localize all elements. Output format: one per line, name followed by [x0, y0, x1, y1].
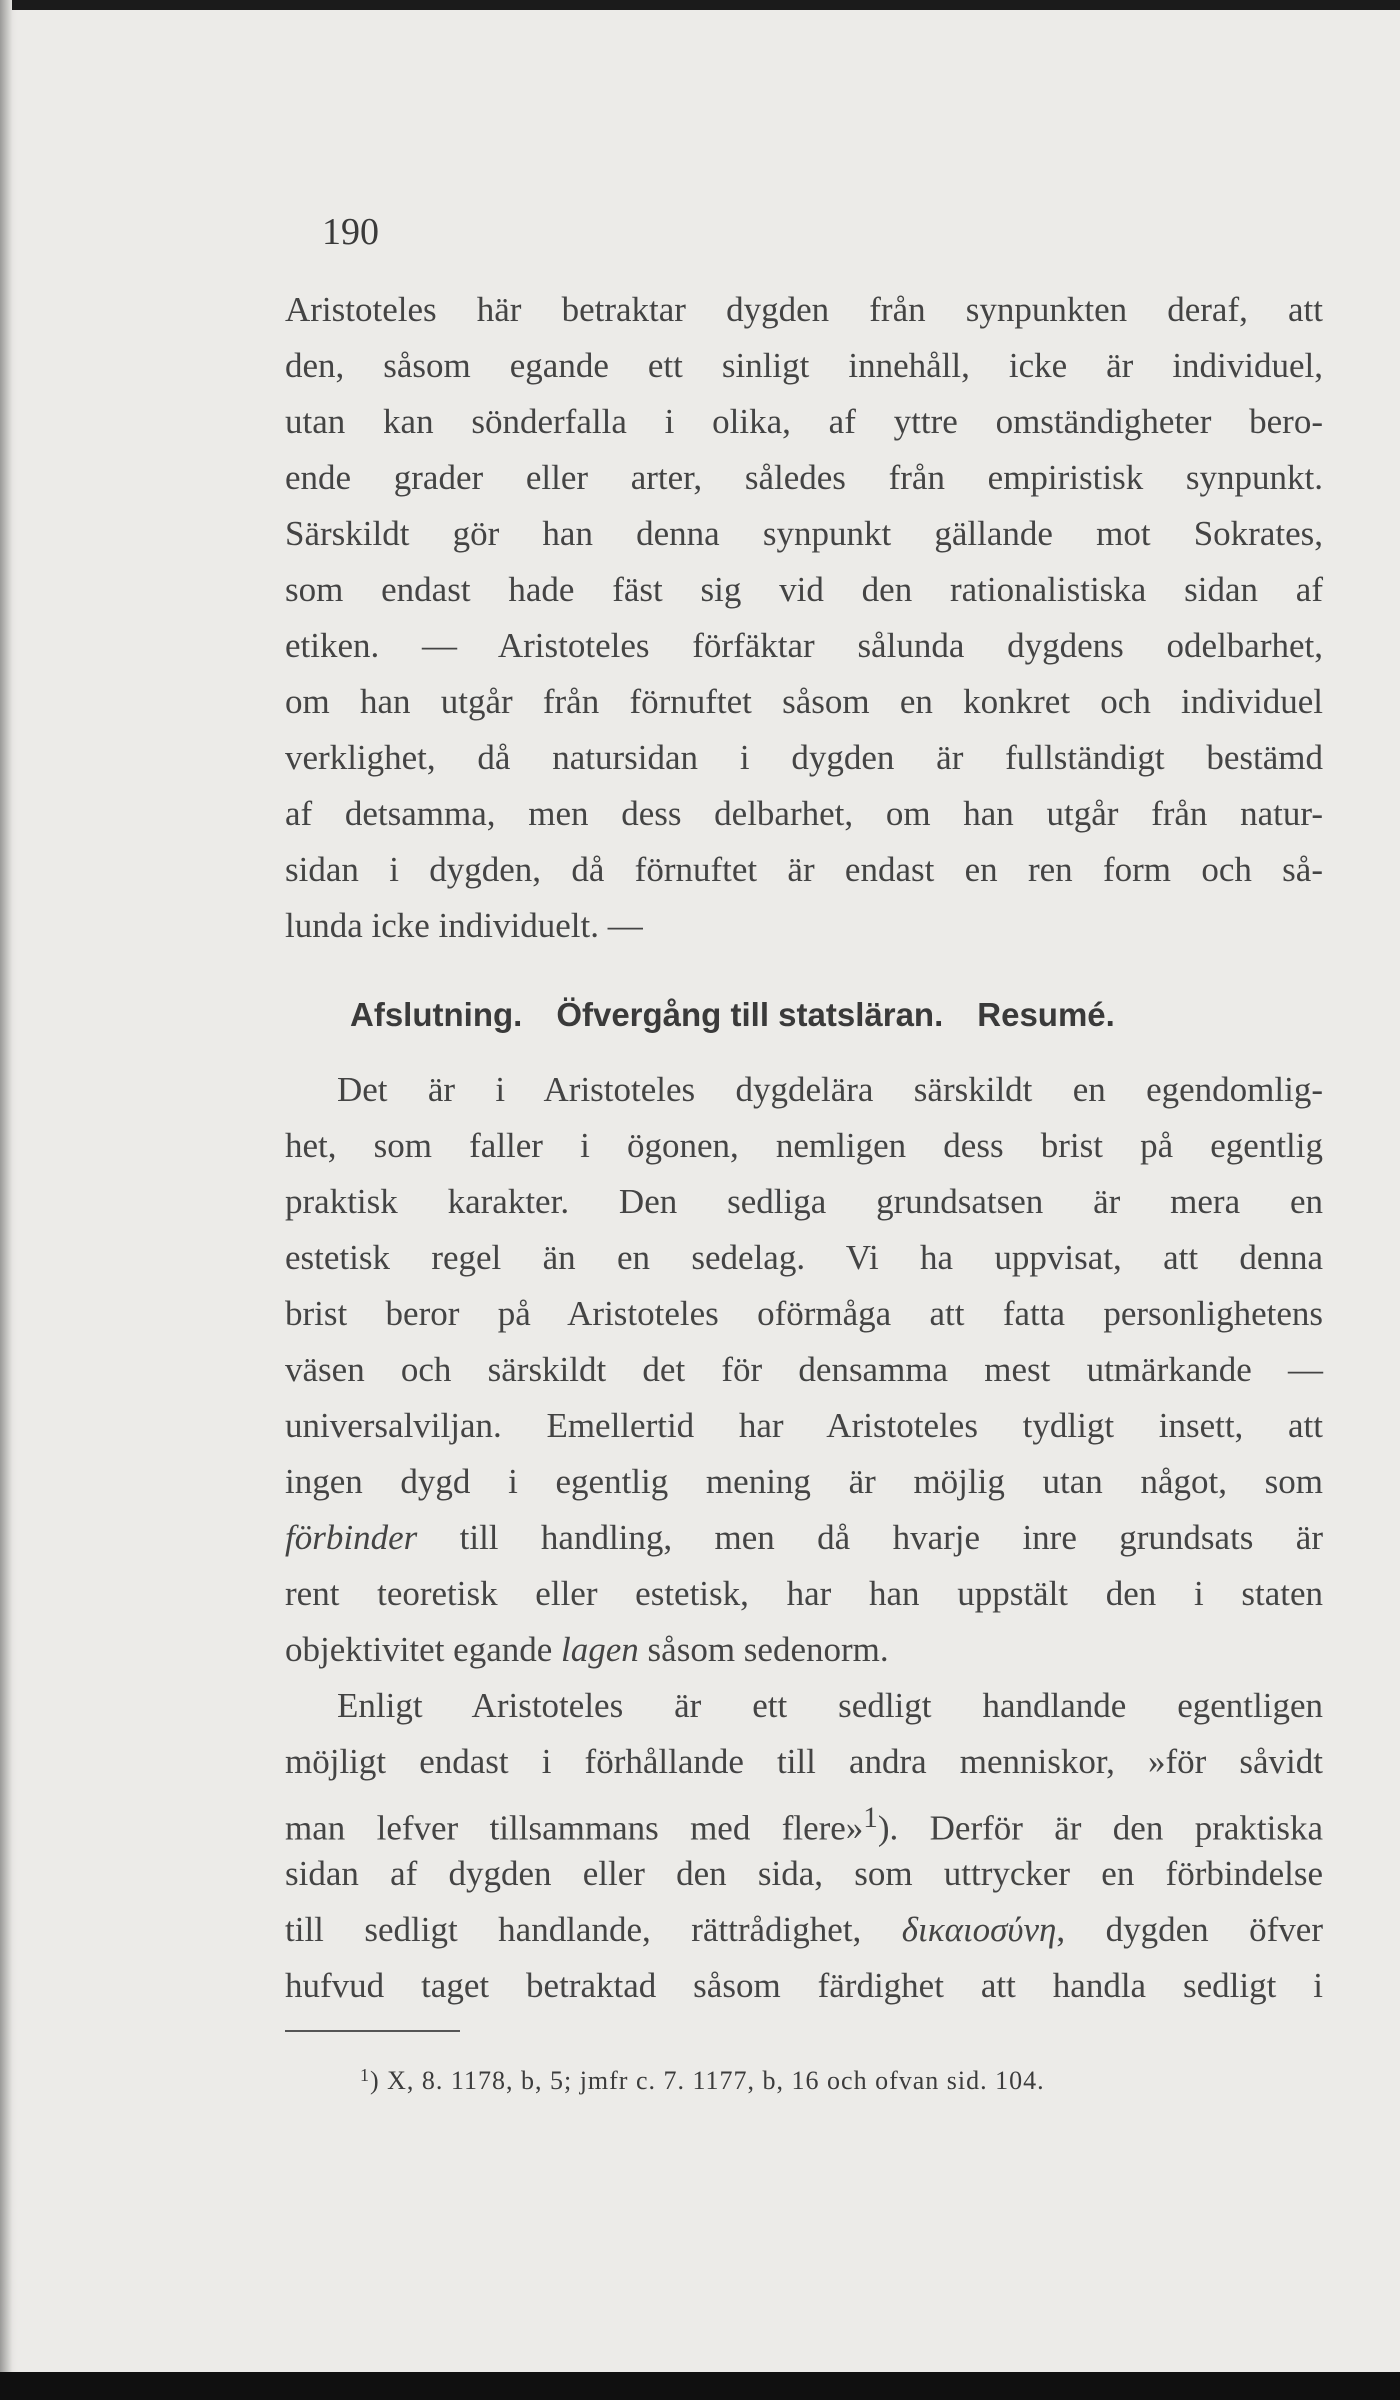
text-run: till handling, men då hvarje inre grundsats är	[417, 1518, 1323, 1557]
text-line: rent teoretisk eller estetisk, har han uppstält den i staten	[285, 1574, 1323, 1613]
text-line: Särskildt gör han denna synpunkt gällande mot Sokrates,	[285, 514, 1323, 553]
text-run: man lefver tillsammans med flere»	[285, 1808, 864, 1848]
scan-bottom-border	[0, 2372, 1400, 2400]
text-line: sidan af dygden eller den sida, som uttrycker en förbindelse	[285, 1854, 1323, 1893]
text-line: utan kan sönderfalla i olika, af yttre omständigheter bero-	[285, 402, 1323, 441]
heading-part: Afslutning.	[350, 996, 523, 1033]
text-line: lunda icke individuelt. —	[285, 906, 643, 945]
text-run: såsom sedenorm.	[638, 1630, 889, 1669]
scan-left-edge	[0, 0, 12, 2400]
footnote-text: ) X, 8. 1178, b, 5; jmfr c. 7. 1177, b, 16 och ofvan sid. 104.	[370, 2066, 1045, 2095]
footnote-ref[interactable]: 1	[863, 1802, 878, 1834]
footnote-divider	[285, 2030, 460, 2032]
text-run: objektivitet egande	[285, 1630, 562, 1669]
text-line: etiken. — Aristoteles förfäktar sålunda dygdens odelbarhet,	[285, 626, 1323, 665]
footnote	[360, 2065, 1300, 2096]
text-line	[285, 1902, 1323, 1958]
text-line: som endast hade fäst sig vid den rationalistiska sidan af	[285, 570, 1323, 609]
text-run: till sedligt handlande, rättrådighet,	[285, 1910, 902, 1949]
heading-part: Öfvergång till statsläran.	[556, 996, 944, 1033]
paragraph-3	[285, 1678, 1323, 2014]
text-line: väsen och särskildt det för densamma mest utmärkande —	[285, 1350, 1323, 1389]
text-run: ). Derför är den praktiska	[877, 1808, 1323, 1848]
scan-top-border	[0, 0, 1400, 10]
text-line: het, som faller i ögonen, nemligen dess brist på egentlig	[285, 1126, 1323, 1165]
text-line: brist beror på Aristoteles oförmåga att fatta personlighetens	[285, 1294, 1323, 1333]
text-line: praktisk karakter. Den sedliga grundsatsen är mera en	[285, 1182, 1323, 1221]
text-line: ende grader eller arter, således från empiristisk synpunkt.	[285, 458, 1323, 497]
text-line	[285, 1622, 1323, 1678]
paragraph-1	[285, 282, 1323, 954]
text-line: af detsamma, men dess delbarhet, om han utgår från natur-	[285, 794, 1323, 833]
page-number: 190	[322, 211, 379, 253]
text-line: om han utgår från förnuftet såsom en konkret och individuel	[285, 682, 1323, 721]
italic-word: lagen	[561, 1630, 639, 1669]
text-line: den, såsom egande ett sinligt innehåll, icke är individuel,	[285, 346, 1323, 385]
text-line: Enligt Aristoteles är ett sedligt handlande egentligen	[337, 1686, 1323, 1725]
text-line: hufvud taget betraktad såsom färdighet att handla sedligt i	[285, 1966, 1323, 2005]
italic-word: förbinder	[285, 1518, 418, 1557]
text-line: estetisk regel än en sedelag. Vi ha uppvisat, att denna	[285, 1238, 1323, 1277]
text-line	[285, 1510, 1323, 1566]
text-line: Aristoteles här betraktar dygden från synpunkten deraf, att	[285, 290, 1323, 329]
text-line	[285, 1790, 1323, 1846]
text-line: verklighet, då natursidan i dygden är fullständigt bestämd	[285, 738, 1323, 777]
text-run: , dygden öfver	[1056, 1910, 1323, 1949]
heading-part: Resumé.	[977, 996, 1115, 1033]
greek-word: δικαιοσύνη	[901, 1910, 1057, 1949]
footnote-marker: 1	[360, 2065, 370, 2085]
text-line: sidan i dygden, då förnuftet är endast en ren form och så-	[285, 850, 1323, 889]
text-line: ingen dygd i egentlig mening är möjlig utan något, som	[285, 1462, 1323, 1501]
paragraph-2	[285, 1062, 1323, 1678]
text-line: möjligt endast i förhållande till andra menniskor, »för såvidt	[285, 1742, 1323, 1781]
text-line: universalviljan. Emellertid har Aristoteles tydligt insett, att	[285, 1406, 1323, 1445]
section-heading	[350, 990, 1250, 1040]
text-line: Det är i Aristoteles dygdelära särskildt en egendomlig-	[337, 1070, 1323, 1109]
